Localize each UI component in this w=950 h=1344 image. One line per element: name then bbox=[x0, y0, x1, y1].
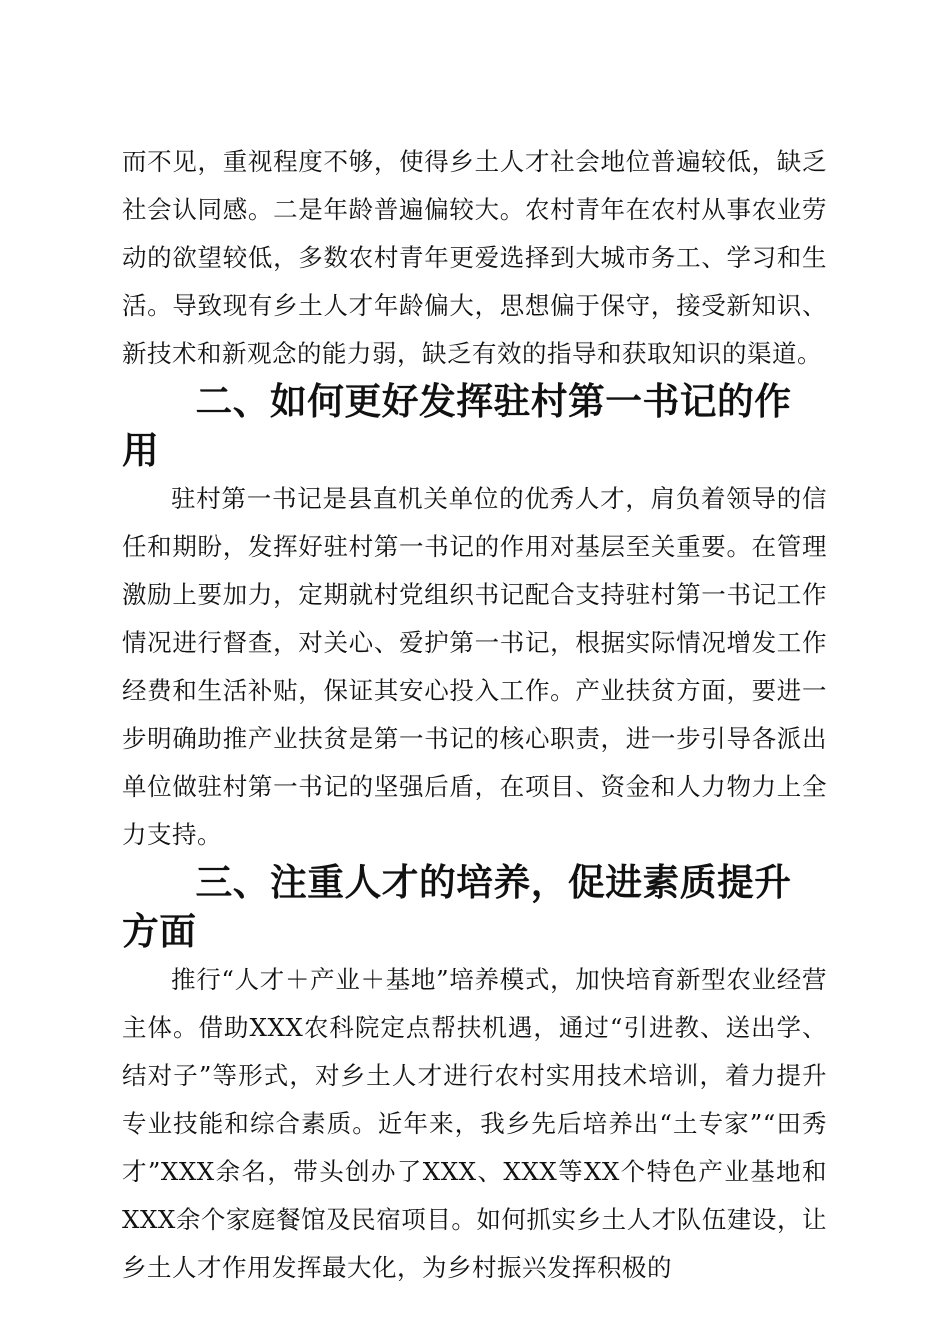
paragraph-talent-status: 而不见，重视程度不够，使得乡土人才社会地位普遍较低，缺乏社会认同感。二是年龄普遍偏较大。农村青年在农村从事农业劳动的欲望较低，多数农村青年更爱选择到大城市务工、学习和生活。导致现有乡土人才年龄偏大，思想偏于保守，接受新知识、新技术和新观念的能力弱，缺乏有效的指导和获取知识的渠道。 bbox=[122, 147, 827, 369]
paragraph-talent-training: 推行“人才＋产业＋基地”培养模式，加快培育新型农业经营主体。借助XXX农科院定点帮扶机遇，通过“引进教、送出学、结对子”等形式，对乡土人才进行农村实用技术培训，着力提升专业技能和综合素质。近年来，我乡先后培养出“土专家”“田秀才”XXX余名，带头创办了XXX、XXX等XX个特色产业基地和XXX余个家庭餐馆及民宿项目。如何抓实乡土人才队伍建设，让乡土人才作用发挥最大化，为乡村振兴发挥积极的 bbox=[122, 964, 827, 1283]
section-heading-talent-training: 三、注重人才的培养，促进素质提升方面 bbox=[122, 861, 792, 953]
document-page bbox=[122, 138, 827, 1292]
paragraph-first-secretary: 驻村第一书记是县直机关单位的优秀人才，肩负着领导的信任和期盼，发挥好驻村第一书记的作用对基层至关重要。在管理激励上要加力，定期就村党组织书记配合支持驻村第一书记工作情况进行督查，对关心、爱护第一书记，根据实际情况增发工作经费和生活补贴，保证其安心投入工作。产业扶贫方面，要进一步明确助推产业扶贫是第一书记的核心职责，进一步引导各派出单位做驻村第一书记的坚强后盾，在项目、资金和人力物力上全力支持。 bbox=[122, 483, 827, 850]
section-heading-first-secretary: 二、如何更好发挥驻村第一书记的作用 bbox=[122, 380, 792, 472]
